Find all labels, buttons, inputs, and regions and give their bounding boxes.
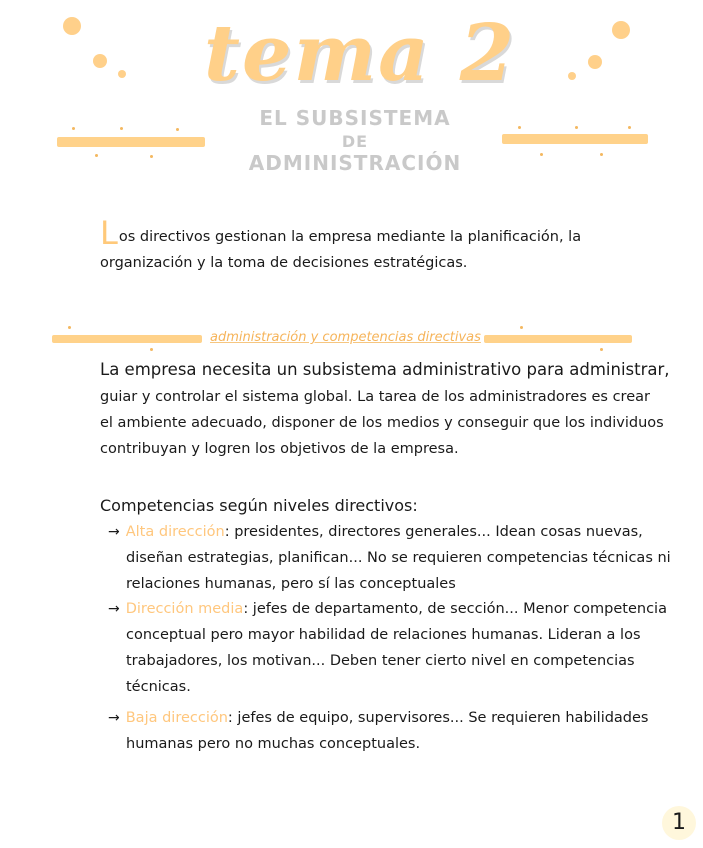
item-text: : jefes de departamento, de sección... Menor competencia [243,601,667,617]
decorative-speck [540,153,543,156]
competencias-heading: Competencias según niveles directivos: [100,496,418,515]
item-text: conceptual pero mayor habilidad de relaciones humanas. Lideran a los [126,627,641,643]
list-item [108,705,649,757]
item-text: relaciones humanas, pero sí las conceptuales [126,576,456,592]
intro-line: os directivos gestionan la empresa mediante la planificación, la [118,229,582,245]
decorative-dot [93,54,107,68]
intro-line: organización y la toma de decisiones estratégicas. [100,255,468,271]
decorative-dot [63,17,81,35]
decorative-speck [150,155,153,158]
decorative-speck [518,126,521,129]
list-item [108,596,667,700]
page-number: 1 [662,806,696,840]
decorative-speck [520,326,523,329]
decorative-speck [176,128,179,131]
decorative-dot [612,21,630,39]
list-item [108,519,671,597]
paragraph-line: La empresa necesita un subsistema administrativo para administrar, [100,360,670,379]
item-text: : presidentes, directores generales... Idean cosas nuevas, [224,524,643,540]
arrow-icon: → [108,710,120,726]
decorative-bar [484,335,632,343]
item-text: trabajadores, los motivan... Deben tener cierto nivel en competencias [126,653,635,669]
decorative-bar [57,137,205,147]
decorative-speck [600,153,603,156]
decorative-dot [118,70,126,78]
section-header: administración y competencias directivas [210,330,481,345]
item-text: humanas pero no muchas conceptuales. [126,736,421,752]
paragraph-line: guiar y controlar el sistema global. La tarea de los administradores es crear [100,389,650,405]
paragraph-line: contribuyan y logren los objetivos de la empresa. [100,441,459,457]
drop-cap: L [100,214,118,252]
decorative-speck [95,154,98,157]
body-paragraph [100,357,670,462]
item-text: diseñan estrategias, planifican... No se requieren competencias técnicas ni [126,550,671,566]
decorative-bar [502,134,648,144]
arrow-icon: → [108,524,120,540]
subtitle-line: EL SUBSISTEMA [259,106,451,130]
item-text: técnicas. [126,679,191,695]
decorative-speck [68,326,71,329]
decorative-bar [52,335,202,343]
decorative-speck [600,348,603,351]
subtitle-line: ADMINISTRACIÓN [248,151,462,175]
decorative-speck [72,127,75,130]
intro-paragraph [100,214,620,276]
decorative-speck [575,126,578,129]
decorative-speck [628,126,631,129]
level-label: Alta dirección [125,524,225,540]
decorative-speck [150,348,153,351]
decorative-dot [588,55,602,69]
page-title: tema 2 [203,8,517,99]
level-label: Dirección media [125,601,244,617]
arrow-icon: → [108,601,120,617]
decorative-speck [120,127,123,130]
item-text: : jefes de equipo, supervisores... Se requieren habilidades [227,710,649,726]
decorative-dot [568,72,576,80]
subtitle-line: DE [341,132,369,151]
paragraph-line: el ambiente adecuado, disponer de los medios y conseguir que los individuos [100,415,664,431]
level-label: Baja dirección [125,710,228,726]
